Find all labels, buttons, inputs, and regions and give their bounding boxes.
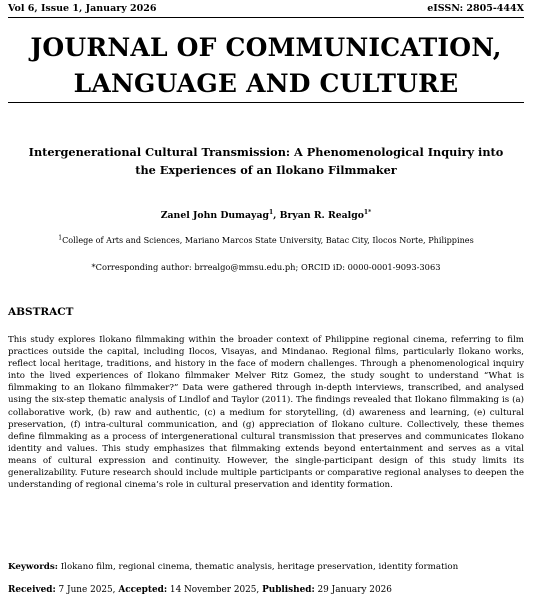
keywords — [8, 562, 524, 572]
abstract-heading: ABSTRACT — [8, 306, 74, 318]
affiliation — [8, 235, 524, 245]
published-date: 29 January 2026 — [314, 585, 392, 595]
article-title — [8, 143, 524, 179]
corresponding-author: *Corresponding author: brrealgo@mmsu.edu.ph; ORCID iD: 0000-0001-9093-3063 — [91, 262, 441, 272]
accepted-label: Accepted: — [118, 585, 168, 595]
publication-dates — [8, 585, 524, 595]
published-label: Published: — [262, 585, 315, 595]
author-separator: , — [273, 210, 280, 221]
header-divider — [8, 17, 524, 18]
keywords-label: Keywords: — [8, 562, 58, 572]
affiliation-text: College of Arts and Sciences, Mariano Marcos State University, Batac City, Ilocos Norte, Philippines — [62, 235, 474, 245]
keywords-text: Ilokano film, regional cinema, thematic analysis, heritage preservation, identity formation — [57, 562, 459, 572]
journal-title-divider — [8, 102, 524, 103]
accepted-date: 14 November 2025, — [167, 585, 263, 595]
author-affiliation-mark: 1 — [268, 208, 274, 216]
article-title-line-1: Intergenerational Cultural Transmission: A Phenomenological Inquiry into — [28, 145, 504, 159]
journal-title-line-1: JOURNAL OF COMMUNICATION, — [30, 33, 502, 62]
affiliation-mark: 1 — [58, 234, 63, 242]
author-name: Zanel John Dumayag — [160, 210, 269, 221]
article-title-line-2: the Experiences of an Ilokano Filmmaker — [135, 163, 397, 177]
running-header — [8, 3, 524, 14]
author-name: Bryan R. Realgo — [279, 210, 364, 221]
author-affiliation-mark: 1* — [363, 208, 372, 216]
received-date: 7 June 2025, — [55, 585, 119, 595]
journal-title-line-2: LANGUAGE AND CULTURE — [73, 69, 459, 98]
received-label: Received: — [8, 585, 56, 595]
journal-title — [8, 30, 524, 102]
abstract-body: This study explores Ilokano filmmaking within the broader context of Philippine regional cinema, referring to film practices outside the capital, including Ilocos, Visayas, and Mindanao. Regional films, particularly Ilokano works, reflect local heritage, traditions, and history in the face of modern challenges. Through a phenomenological inquiry into the lived experiences of Ilokano filmmaker Melver Ritz Gomez, the study sought to understand “What is filmmaking to an Ilokano filmmaker?” Data were gathered through in-depth interviews, transcribed, and analysed using the six-step thematic analysis of Lindlof and Taylor (2011). The findings revealed that Ilokano filmmaking is (a) collaborative work, (b) raw and authentic, (c) a medium for storytelling, (d) awareness and learning, (e) cultural preservation, (f) intra-cultural communication, and (g) appreciation of Ilokano culture. Collectively, these themes define filmmaking as a process of intergenerational cultural transmission that preserves and communicates Ilokano identity and values. This study emphasizes that filmmaking extends beyond entertainment and serves as a vital means of cultural expression and continuity. However, the single-participant design of this study limits its generalizability. Future research should include multiple participants or comparative regional analyses to deepen the understanding of regional cinema’s role in cultural preservation and identity formation. — [8, 335, 524, 491]
eissn: eISSN: 2805-444X — [427, 3, 524, 14]
author-list — [8, 210, 524, 221]
issue-info: Vol 6, Issue 1, January 2026 — [8, 3, 157, 14]
